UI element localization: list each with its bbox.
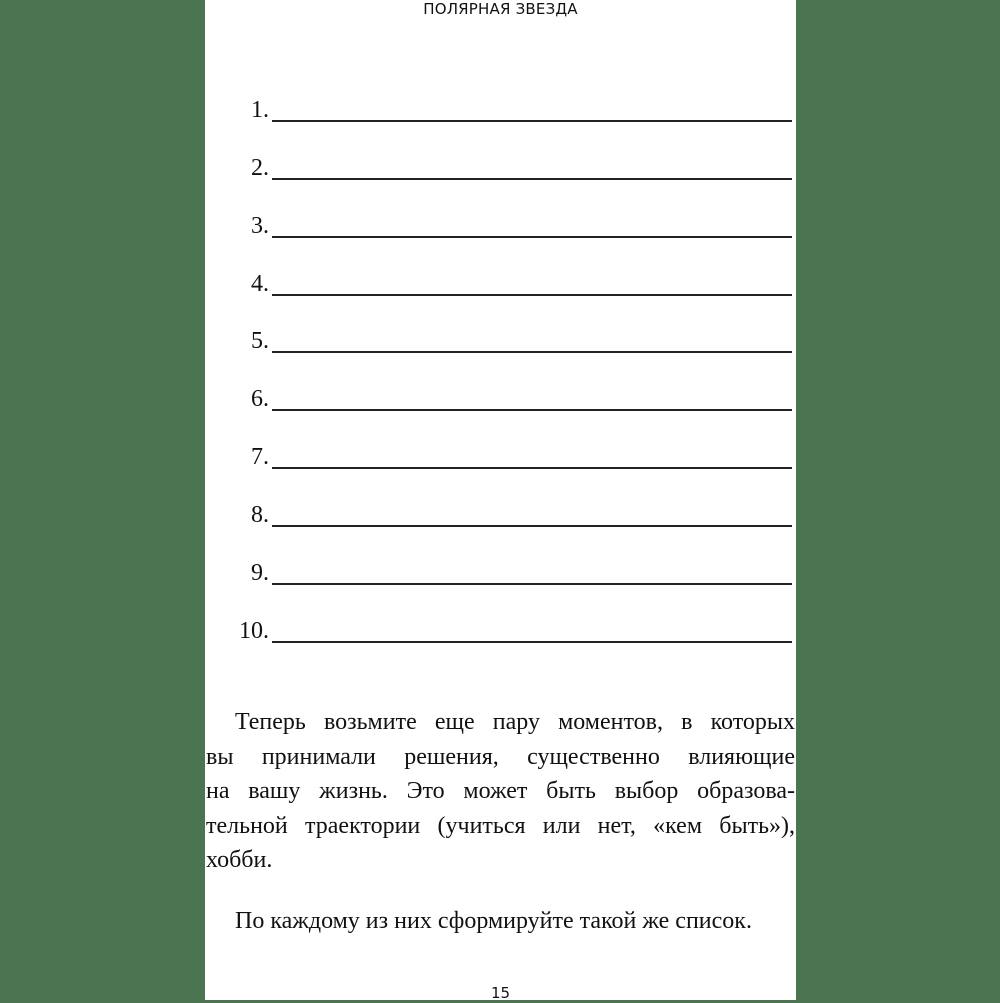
list-item xyxy=(205,558,796,588)
fill-in-line xyxy=(272,467,792,469)
fill-in-line xyxy=(272,525,792,527)
list-item-number: 9. xyxy=(251,560,269,586)
paragraph-line: Теперь возьмите еще пару моментов, в которых xyxy=(235,709,795,735)
list-item xyxy=(205,500,796,530)
list-item xyxy=(205,153,796,183)
list-item xyxy=(205,326,796,356)
list-item-number: 5. xyxy=(251,328,269,354)
fill-in-line xyxy=(272,120,792,122)
list-item-number: 2. xyxy=(251,155,269,181)
list-item xyxy=(205,269,796,299)
fill-in-line xyxy=(272,583,792,585)
paragraph-line: на вашу жизнь. Это может быть выбор образова- xyxy=(206,778,795,804)
fill-in-line xyxy=(272,409,792,411)
list-item-number: 10. xyxy=(239,618,269,644)
running-head: ПОЛЯРНАЯ ЗВЕЗДА xyxy=(423,0,578,18)
body-paragraph xyxy=(206,705,795,878)
list-item xyxy=(205,211,796,241)
list-item-number: 7. xyxy=(251,444,269,470)
list-item xyxy=(205,616,796,646)
list-item xyxy=(205,95,796,125)
fill-in-line xyxy=(272,178,792,180)
paragraph-line: тельной траектории (учиться или нет, «кем быть»), xyxy=(206,812,795,839)
paragraph-line: вы принимали решения, существенно влияющие xyxy=(206,743,795,770)
fill-in-line xyxy=(272,351,792,353)
list-item-number: 1. xyxy=(251,97,269,123)
list-item xyxy=(205,442,796,472)
list-item-number: 4. xyxy=(251,271,269,297)
fill-in-line xyxy=(272,641,792,643)
paragraph-line: хобби. xyxy=(206,847,273,873)
list-item-number: 3. xyxy=(251,213,269,239)
book-page xyxy=(205,0,796,1000)
list-item-number: 6. xyxy=(251,386,269,412)
list-item xyxy=(205,384,796,414)
fill-in-line xyxy=(272,294,792,296)
list-item-number: 8. xyxy=(251,502,269,528)
fill-in-line xyxy=(272,236,792,238)
body-paragraph: По каждому из них сформируйте такой же список. xyxy=(235,908,752,934)
page-number: 15 xyxy=(490,984,511,1002)
